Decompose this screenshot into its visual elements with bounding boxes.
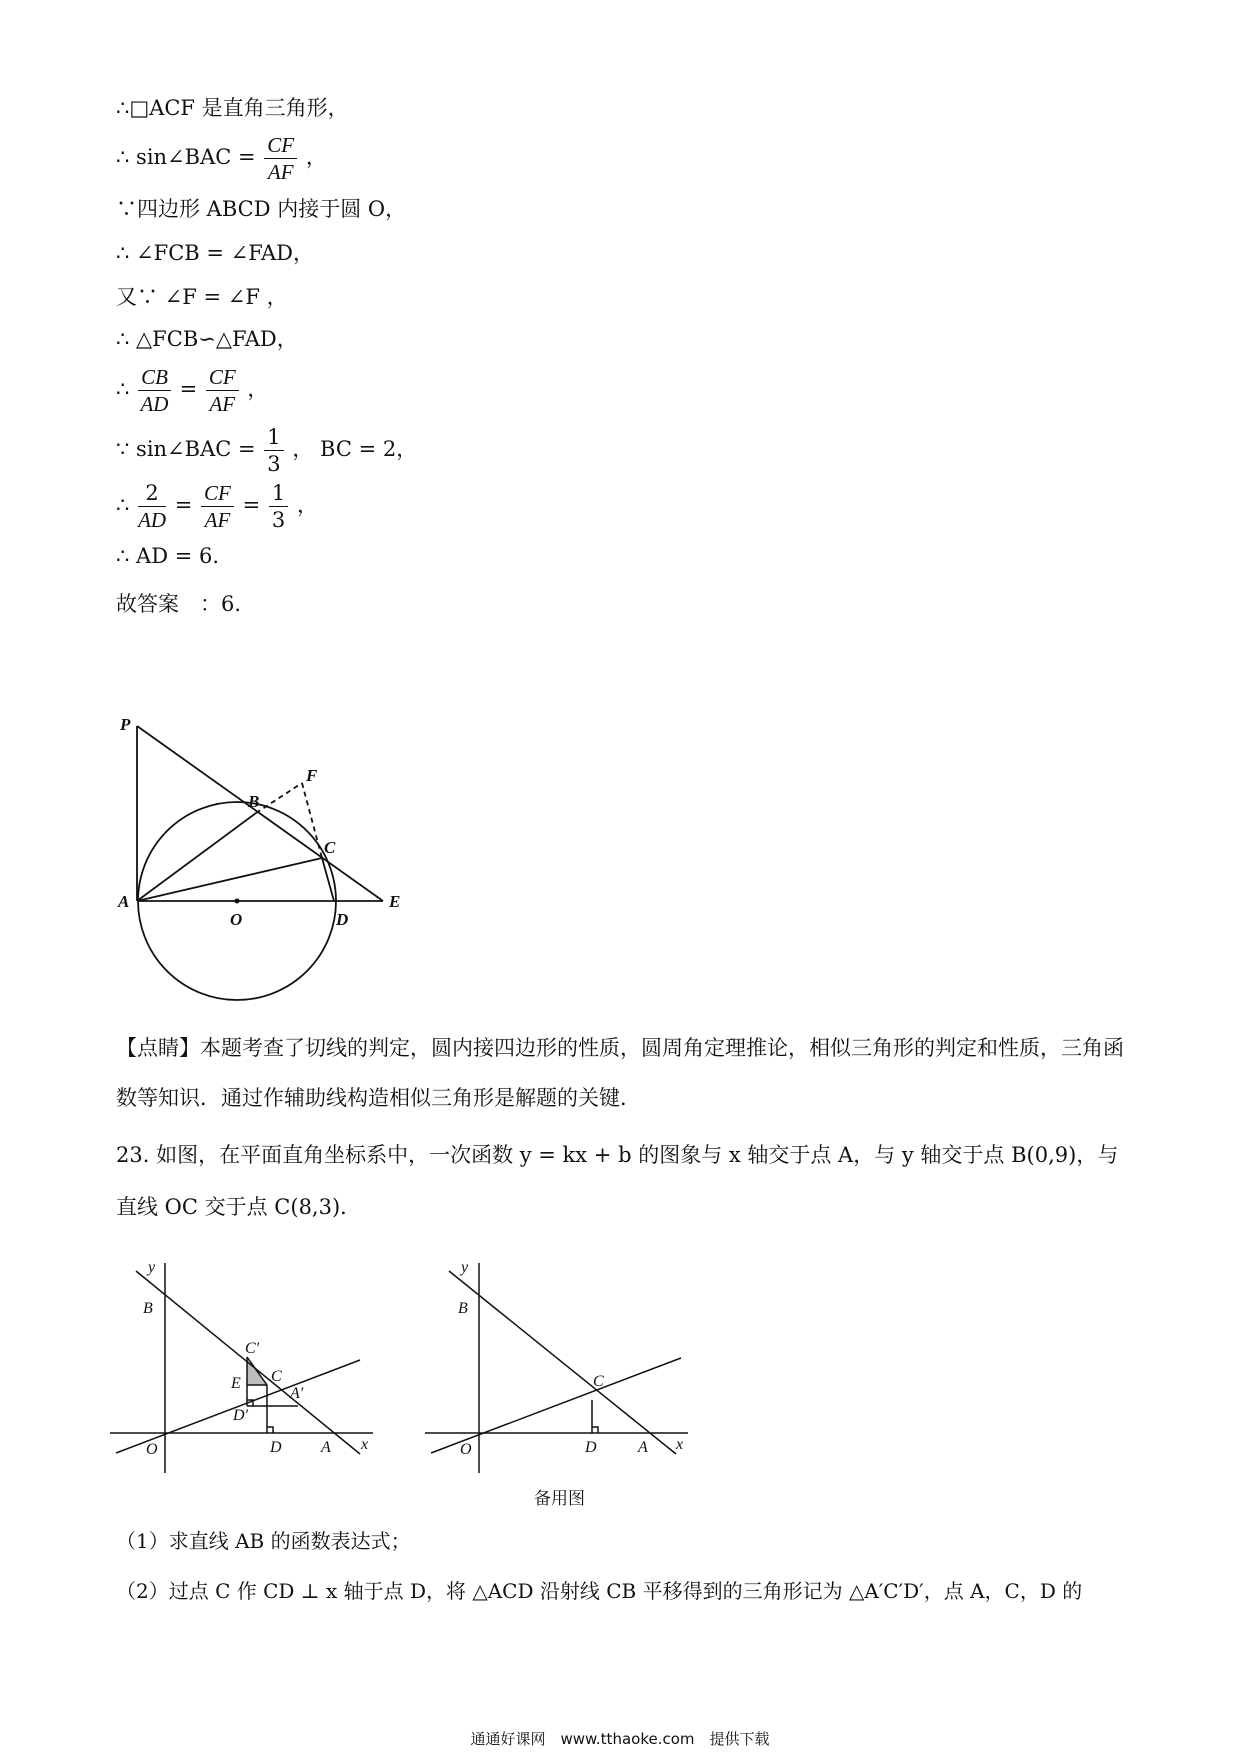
solution-line-1: ∴□ACF 是直角三角形， — [116, 96, 349, 120]
label-a: A — [118, 892, 130, 911]
problem-23-stem: 23. 如图，在平面直角坐标系中，一次函数 y = kx + b 的图象与 x 轴交于点 A，与 y 轴交于点 B(0,9)，与直线 OC 交于点 C(8,3)． — [116, 1143, 1119, 1219]
label-o: O — [460, 1441, 472, 1458]
label-y: y — [461, 1259, 469, 1276]
label-p: P — [120, 715, 131, 734]
answer-line: 故答案 ：6． — [116, 592, 256, 616]
label-c: C — [324, 838, 336, 857]
fraction: $\frac{2}{AD}$ — [138, 481, 167, 532]
backup-figure-caption: 备用图 — [534, 1489, 585, 1509]
label-x: x — [676, 1436, 684, 1453]
fraction: $\frac{CB}{AD}$ — [138, 364, 171, 417]
solution-line-6: ∴ △FCB∽△FAD， — [116, 327, 298, 351]
label-b: B — [248, 792, 260, 811]
question-2: （2）过点 C 作 CD ⊥ x 轴于点 D，将 △ACD 沿射线 CB 平移得到的三角形记为 △A′C′D′，点 A，C，D 的 — [116, 1579, 1083, 1603]
question-1: （1）求直线 AB 的函数表达式； — [116, 1529, 411, 1553]
fraction: $\frac{CF}{AF}$ — [264, 132, 297, 185]
label-d: D — [585, 1439, 597, 1456]
solution-line-8: ∵ sin∠BAC = $\frac{1}{3}$ ， BC = 2， — [116, 425, 418, 476]
solution-line-2: ∴ sin∠BAC = $\frac{CF}{AF}$ ， — [116, 133, 327, 184]
label-f: F — [306, 766, 318, 785]
label-d1: D′ — [233, 1407, 249, 1424]
solution-line-9: ∴ $\frac{2}{AD}$ = $\frac{CF}{AF}$ = $\frac{1}{3}$ ， — [116, 481, 318, 532]
geometry-figure-circle — [100, 715, 420, 1015]
label-e: E — [231, 1375, 241, 1392]
label-a: A — [321, 1439, 331, 1456]
solution-line-3: ∵四边形 ABCD 内接于圆 O， — [116, 197, 407, 221]
label-d: D — [336, 910, 349, 929]
coordinate-figure-main — [108, 1258, 388, 1478]
solution-line-10: ∴ AD = 6． — [116, 544, 234, 568]
label-b: B — [143, 1300, 153, 1317]
comment-paragraph: 【点睛】本题考查了切线的判定，圆内接四边形的性质，圆周角定理推论，相似三角形的判定和性质，三角函数等知识．通过作辅助线构造相似三角形是解题的关键． — [116, 1036, 1124, 1110]
label-d: D — [270, 1439, 282, 1456]
label-a1: A′ — [290, 1385, 304, 1402]
label-c: C — [271, 1368, 282, 1385]
fraction: $\frac{1}{3}$ — [264, 424, 283, 477]
label-o: O — [146, 1441, 158, 1458]
line-ab — [136, 1271, 360, 1454]
solution-line-7: ∴ $\frac{CB}{AD}$ = $\frac{CF}{AF}$ ， — [116, 365, 269, 416]
label-y: y — [148, 1259, 156, 1276]
fraction: $\frac{1}{3}$ — [269, 480, 288, 533]
point-o — [235, 899, 240, 904]
segment-bf — [256, 783, 302, 813]
coordinate-figure-backup — [423, 1258, 703, 1478]
label-e: E — [389, 892, 401, 911]
label-c1: C′ — [245, 1340, 260, 1357]
label-o: O — [230, 910, 243, 929]
segment-fc — [302, 783, 322, 858]
label-a: A — [638, 1439, 648, 1456]
label-c: C — [593, 1373, 604, 1390]
page-footer: 通通好课网 www.tthaoke.com 提供下载 — [470, 1730, 770, 1748]
label-b: B — [458, 1300, 468, 1317]
solution-line-5: 又∵ ∠F = ∠F ， — [116, 285, 288, 309]
line-ab — [449, 1271, 676, 1454]
right-angle-mark — [592, 1427, 598, 1433]
solution-line-4: ∴ ∠FCB = ∠FAD， — [116, 241, 314, 265]
fraction: $\frac{CF}{AF}$ — [206, 364, 239, 417]
label-x: x — [361, 1436, 369, 1453]
right-angle-mark — [267, 1427, 273, 1433]
fraction: $\frac{CF}{AF}$ — [201, 480, 234, 533]
